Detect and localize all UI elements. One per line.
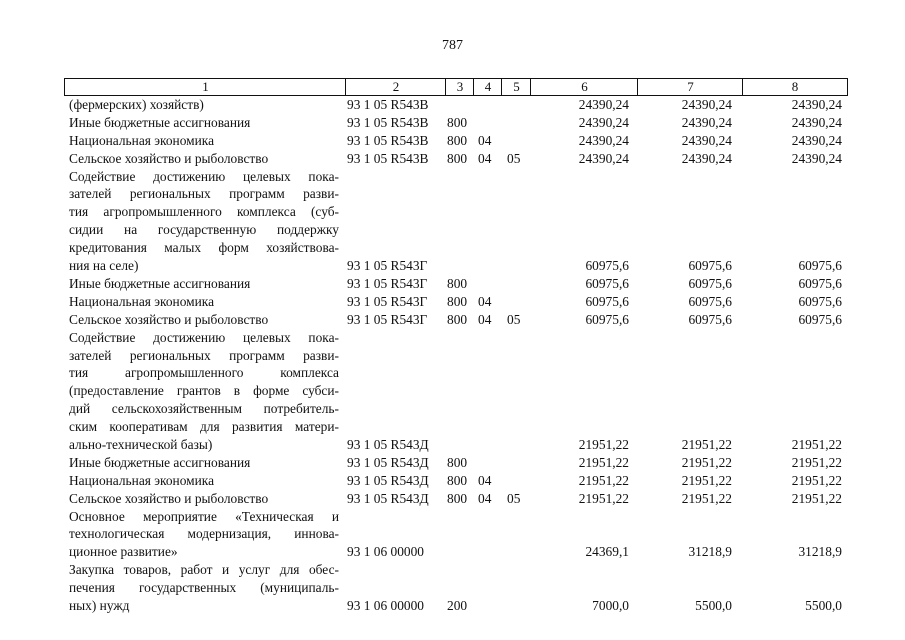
row-name [69, 168, 339, 275]
table-row [0, 114, 905, 132]
table-row [0, 561, 905, 615]
row-code: 93 1 05 R543Д [347, 454, 429, 470]
row-value-8: 21951,22 [791, 472, 842, 488]
row-value-7: 60975,6 [688, 258, 732, 274]
row-code: 93 1 05 R543Г [347, 311, 428, 327]
row-col-3: 800 [447, 454, 468, 470]
row-value-8: 21951,22 [791, 437, 842, 453]
row-col-3: 200 [447, 598, 468, 614]
row-value-8: 24390,24 [791, 114, 842, 130]
row-value-7: 21951,22 [681, 472, 732, 488]
row-name-line: Иные бюджетные ассигнования [69, 275, 251, 291]
row-name-line: печения государственных (муниципаль- [69, 580, 339, 596]
row-value-7: 60975,6 [688, 275, 732, 291]
row-name-line: зателей региональных программ разви- [69, 186, 339, 202]
row-value-6: 60975,6 [585, 258, 629, 274]
row-name-line: Национальная экономика [69, 472, 215, 488]
row-value-6: 24390,24 [578, 97, 629, 112]
row-name-line: сидии на государственную поддержку [69, 222, 339, 238]
row-col-3: 800 [447, 311, 468, 327]
row-col-4: 04 [478, 132, 492, 148]
row-value-7: 21951,22 [681, 490, 732, 506]
row-value-7: 60975,6 [688, 293, 732, 309]
row-code: 93 1 06 00000 [347, 544, 424, 560]
row-name-line: Содействие достижению целевых пока- [69, 329, 339, 345]
row-col-3: 800 [447, 150, 468, 166]
row-code: 93 1 05 R543В [347, 114, 429, 130]
row-name-line: ния на селе) [69, 258, 139, 274]
row-name-line: ально-технической базы) [69, 436, 213, 452]
row-col-3: 800 [447, 114, 468, 130]
table-row [0, 293, 905, 311]
row-value-6: 60975,6 [585, 311, 629, 327]
row-name [69, 329, 339, 454]
row-col-5: 05 [507, 150, 521, 166]
row-col-4: 04 [478, 490, 492, 506]
row-name-line: (предоставление грантов в форме субси- [69, 383, 339, 399]
row-name [69, 490, 339, 508]
page-number: 787 [442, 38, 463, 53]
row-name-line: зателей региональных программ разви- [69, 347, 339, 363]
table-row [0, 472, 905, 490]
row-col-4: 04 [478, 293, 492, 309]
row-col-4: 04 [478, 472, 492, 488]
row-name-line: Национальная экономика [69, 293, 215, 309]
row-name [69, 275, 339, 293]
row-name [69, 114, 339, 132]
row-value-7: 24390,24 [681, 132, 732, 148]
row-value-6: 21951,22 [578, 490, 629, 506]
row-name-line: дий сельскохозяйственным потребитель- [69, 401, 339, 417]
row-name [69, 150, 339, 168]
row-col-3: 800 [447, 293, 468, 309]
row-col-4: 04 [478, 150, 492, 166]
row-name-line: Национальная экономика [69, 132, 215, 148]
row-value-8: 60975,6 [798, 275, 842, 291]
row-name-line: ским кооперативам для развития матери- [69, 419, 339, 435]
row-name-line: тия агропромышленного комплекса (суб- [69, 204, 339, 220]
row-value-6: 21951,22 [578, 437, 629, 453]
row-value-6: 21951,22 [578, 472, 629, 488]
row-value-8: 5500,0 [805, 598, 842, 614]
row-value-7: 24390,24 [681, 150, 732, 166]
header-col-3: 3 [445, 78, 474, 96]
table-header [64, 78, 848, 95]
row-value-6: 21951,22 [578, 454, 629, 470]
row-name-line: Основное мероприятие «Техническая и [69, 508, 339, 524]
row-value-6: 24390,24 [578, 114, 629, 130]
row-value-7: 5500,0 [695, 598, 732, 614]
row-value-7: 24390,24 [681, 97, 732, 112]
row-name [69, 561, 339, 615]
row-name-line: Содействие достижению целевых пока- [69, 168, 339, 184]
row-name-line: Сельское хозяйство и рыболовство [69, 490, 269, 506]
table-row [0, 490, 905, 508]
row-code: 93 1 06 00000 [347, 598, 424, 614]
header-col-2: 2 [345, 78, 446, 96]
header-col-1: 1 [64, 78, 346, 96]
row-name-line: Сельское хозяйство и рыболовство [69, 150, 269, 166]
row-value-6: 24390,24 [578, 132, 629, 148]
row-col-3: 800 [447, 275, 468, 291]
row-name-line: ционное развитие» [69, 544, 178, 560]
row-name [69, 508, 339, 562]
table-row [0, 508, 905, 562]
row-name-line: Иные бюджетные ассигнования [69, 114, 251, 130]
row-code: 93 1 05 R543Г [347, 275, 428, 291]
header-col-6: 6 [530, 78, 638, 96]
row-name-line: (фермерских) хозяйств) [69, 97, 204, 112]
row-name-line: ных) нужд [69, 598, 130, 614]
header-col-4: 4 [473, 78, 502, 96]
row-col-5: 05 [507, 311, 521, 327]
row-value-8: 60975,6 [798, 311, 842, 327]
header-col-7: 7 [637, 78, 743, 96]
row-code: 93 1 05 R543Г [347, 293, 428, 309]
row-col-4: 04 [478, 311, 492, 327]
row-code: 93 1 05 R543Д [347, 490, 429, 506]
table-row [0, 150, 905, 168]
row-code: 93 1 05 R543Д [347, 472, 429, 488]
row-name [69, 293, 339, 311]
row-code: 93 1 05 R543В [347, 150, 429, 166]
row-col-3: 800 [447, 472, 468, 488]
row-value-8: 24390,24 [791, 97, 842, 112]
row-name-line: Сельское хозяйство и рыболовство [69, 311, 269, 327]
row-value-8: 24390,24 [791, 132, 842, 148]
row-name-line: Закупка товаров, работ и услуг для обес- [69, 562, 339, 578]
table-row [0, 329, 905, 454]
row-value-6: 60975,6 [585, 293, 629, 309]
table-row [0, 168, 905, 275]
table-row [0, 454, 905, 472]
row-name [69, 454, 339, 472]
row-value-7: 21951,22 [681, 454, 732, 470]
table-body [0, 96, 905, 615]
header-col-5: 5 [501, 78, 531, 96]
table-row [0, 132, 905, 150]
row-name [69, 96, 339, 114]
row-code: 93 1 05 R543В [347, 132, 429, 148]
row-code: 93 1 05 R543Д [347, 437, 429, 453]
row-name-line: технологическая модернизация, иннова- [69, 526, 339, 542]
row-value-8: 60975,6 [798, 258, 842, 274]
row-name [69, 132, 339, 150]
table-row [0, 311, 905, 329]
table-row [0, 275, 905, 293]
row-value-6: 24390,24 [578, 150, 629, 166]
row-value-8: 21951,22 [791, 490, 842, 506]
row-name [69, 472, 339, 490]
row-value-6: 7000,0 [592, 598, 629, 614]
row-value-6: 24369,1 [585, 544, 629, 560]
row-value-7: 24390,24 [681, 114, 732, 130]
row-value-8: 24390,24 [791, 150, 842, 166]
table-row [0, 96, 905, 114]
row-value-8: 60975,6 [798, 293, 842, 309]
row-value-7: 60975,6 [688, 311, 732, 327]
row-value-6: 60975,6 [585, 275, 629, 291]
row-value-7: 31218,9 [688, 544, 732, 560]
row-col-3: 800 [447, 490, 468, 506]
row-name [69, 311, 339, 329]
row-value-8: 21951,22 [791, 454, 842, 470]
row-name-line: кредитования малых форм хозяйствова- [69, 240, 339, 256]
row-name-line: тия агропромышленного комплекса [69, 365, 339, 381]
row-value-7: 21951,22 [681, 437, 732, 453]
row-value-8: 31218,9 [798, 544, 842, 560]
header-col-8: 8 [742, 78, 848, 96]
row-col-3: 800 [447, 132, 468, 148]
row-name-line: Иные бюджетные ассигнования [69, 454, 251, 470]
row-col-5: 05 [507, 490, 521, 506]
row-code: 93 1 05 R543Г [347, 258, 428, 274]
row-code: 93 1 05 R543В [347, 97, 429, 112]
